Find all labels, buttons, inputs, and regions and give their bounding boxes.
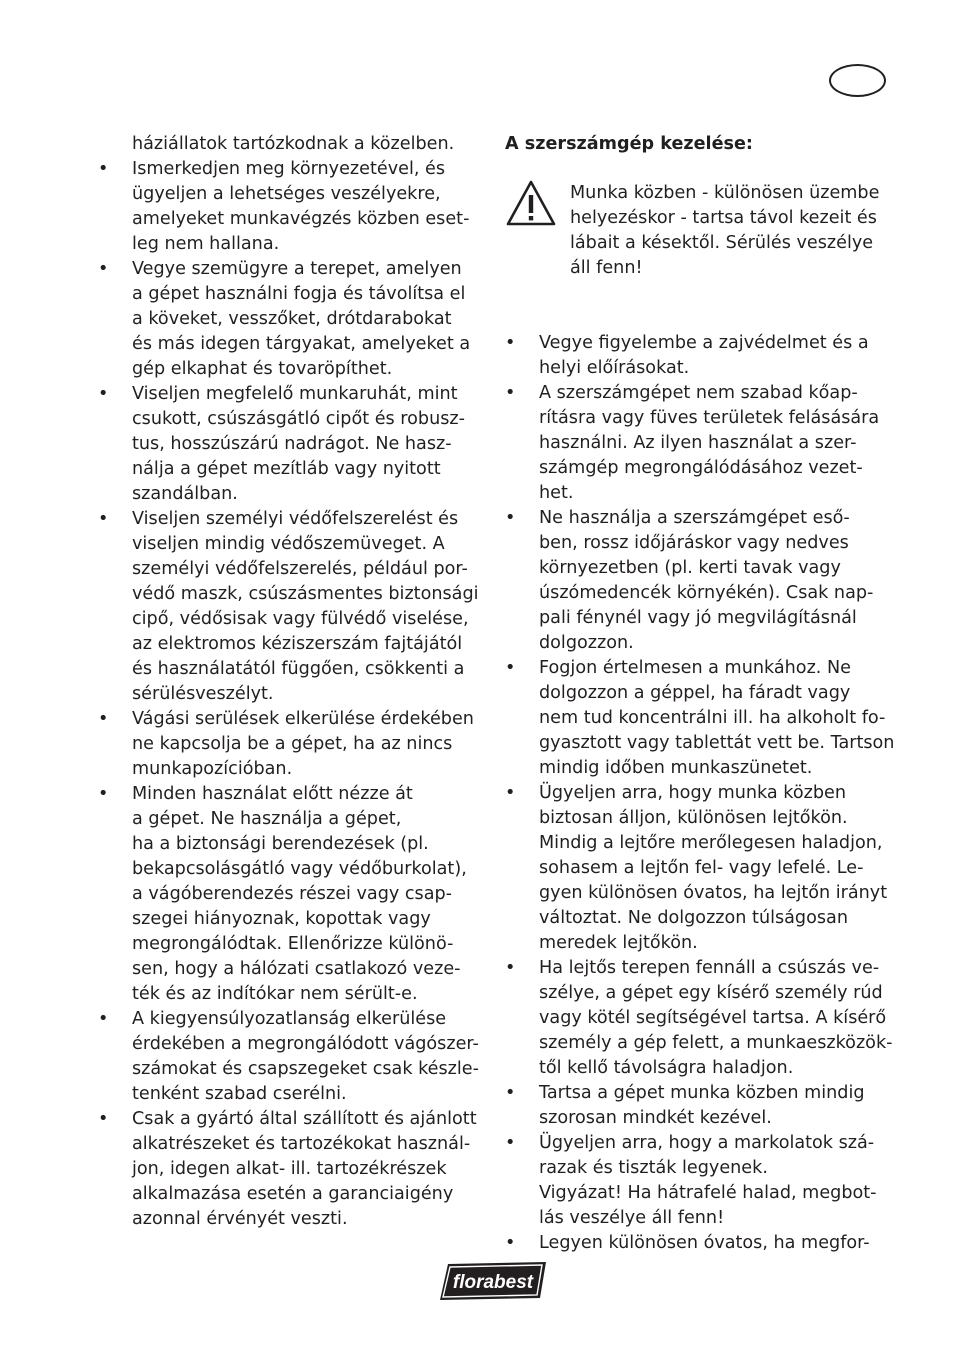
item-text: leg nem hallana. [132,234,280,254]
logo-text: florabest [452,1272,534,1293]
list-item [98,507,478,532]
list-item-line [505,1031,895,1056]
list-item-line [98,132,478,157]
item-text: a gépet használni fogja és távolítsa el [132,284,466,304]
item-text: mindig időben munkaszünetet. [539,758,813,778]
item-text: az elektromos kéziszerszám fajtájától [132,634,463,654]
warning-box [505,181,895,331]
item-text: től kellő távolságra haladjon. [539,1058,794,1078]
item-text: lás veszélye áll fenn! [539,1208,725,1228]
item-text: Viseljen megfelelő munkaruhát, mint [132,384,458,404]
item-text: pali fénynél vagy jó megvilágításnál [539,608,857,628]
list-item [98,707,478,732]
item-text: het. [539,483,574,503]
bullet-icon: • [505,658,516,678]
list-item-line [98,957,478,982]
item-text: dolgozzon. [539,633,634,653]
list-item-line [505,556,895,581]
item-text: gyen különösen óvatos, ha lejtőn irányt [539,883,888,903]
bullet-icon: • [505,508,516,528]
item-text: használni. Az ilyen használat a szer- [539,433,857,453]
list-item-line [505,931,895,956]
item-text: Vegye szemügyre a terepet, amelyen [132,259,462,279]
list-item-line [98,482,478,507]
item-text: meredek lejtőkön. [539,933,698,953]
bullet-icon: • [505,958,516,978]
list-item-line [98,1082,478,1107]
list-item [505,956,895,981]
list-item-line [98,1182,478,1207]
item-text: számokat és csapszegeket csak készle- [132,1059,479,1079]
item-text: ha a biztonsági berendezések (pl. [132,834,429,854]
list-item [505,506,895,531]
bullet-icon: • [98,709,109,729]
item-text: személy a gép felett, a munkaeszközök- [539,1033,893,1053]
item-text: megrongálódtak. Ellenőrizze különö- [132,934,454,954]
item-text: tus, hosszúszárú nadrágot. Ne hasz- [132,434,452,454]
list-item-line [505,406,895,431]
list-item-line [98,207,478,232]
list-item-line [98,432,478,457]
list-item-line [505,1181,895,1206]
list-item-line [98,282,478,307]
item-text: A szerszámgépet nem szabad kőap- [539,383,858,403]
item-text: szorosan mindkét kezével. [539,1108,772,1128]
item-text: vagy kötél segítségével tartsa. A kísérő [539,1008,887,1028]
list-item-line [98,357,478,382]
item-text: háziállatok tartózkodnak a közelben. [132,134,455,154]
item-text: dolgozzon a géppel, ha fáradt vagy [539,683,851,703]
list-item [98,157,478,182]
item-text: és más idegen tárgyakat, amelyeket a [132,334,471,354]
right-column [505,132,895,1256]
list-item-line [505,681,895,706]
bullet-icon: • [505,1233,516,1253]
item-text: alkalmazása esetén a garanciaigény [132,1184,454,1204]
item-text: a gépet. Ne használja a gépet, [132,809,402,829]
item-text: Vigyázat! Ha hátrafelé halad, megbot- [539,1183,877,1203]
item-text: Ügyeljen arra, hogy munka közben [539,783,847,803]
florabest-logo [438,1260,549,1302]
list-item-line [505,756,895,781]
section-heading: A szerszámgép kezelése: [505,134,753,154]
list-item-line [98,632,478,657]
item-text: szélye, a gépet egy kísérő személy rúd [539,983,883,1003]
bullet-icon: • [98,784,109,804]
item-text: érdekében a megrongálódott vágószer- [132,1034,479,1054]
list-item-line [505,1156,895,1181]
list-item-line [98,757,478,782]
list-item-line [505,731,895,756]
list-item-line [98,1132,478,1157]
list-item [505,1081,895,1106]
item-text: Minden használat előtt nézze át [132,784,413,804]
list-item-line [98,582,478,607]
list-item-line [505,356,895,381]
item-text: sohasem a lejtőn fel- vagy lefelé. Le- [539,858,864,878]
list-item-line [98,532,478,557]
list-item-line [505,706,895,731]
list-item-line [505,456,895,481]
bullet-icon: • [505,383,516,403]
item-text: Ha lejtős terepen fennáll a csúszás ve- [539,958,880,978]
list-item-line [98,732,478,757]
warning-text [570,181,879,281]
list-item [505,1131,895,1156]
left-column [98,132,478,1232]
item-text: a köveket, vesszőket, drótdarabokat [132,309,452,329]
warning-line: Munka közben - különösen üzembe [570,183,880,203]
list-item-line [505,1206,895,1231]
list-item [98,257,478,282]
item-text: cipő, védősisak vagy fülvédő viselése, [132,609,469,629]
item-text: és használatától függően, csökkenti a [132,659,465,679]
warning-triangle-icon [505,179,557,227]
item-text: változtat. Ne dolgozzon túlságosan [539,908,848,928]
item-text: biztosan álljon, különösen lejtőkön. [539,808,848,828]
list-item-line [98,1032,478,1057]
list-item [98,1107,478,1132]
item-text: rításra vagy füves területek felásására [539,408,880,428]
list-item-line [505,806,895,831]
list-item-line [505,881,895,906]
item-text: gép elkaphat és tovaröpíthet. [132,359,393,379]
list-item-line [98,657,478,682]
warning-line: helyezéskor - tartsa távol kezeit és [570,208,877,228]
warning-line: lábait a késektől. Sérülés veszélye [570,233,874,253]
list-item-line [505,1056,895,1081]
list-item-line [505,481,895,506]
list-item [505,331,895,356]
bullet-icon: • [98,1109,109,1129]
list-item-line [98,907,478,932]
item-text: sen, hogy a hálózati csatlakozó veze- [132,959,461,979]
bullet-icon: • [505,333,516,353]
item-text: Mindig a lejtőre merőlegesen haladjon, [539,833,883,853]
list-item-line [98,232,478,257]
list-item-line [505,906,895,931]
right-list [505,331,895,1256]
list-item-line [98,807,478,832]
list-item [505,381,895,406]
list-item-line [505,431,895,456]
list-item-line [98,857,478,882]
list-item [505,656,895,681]
list-item-line [98,607,478,632]
item-text: a vágóberendezés részei vagy csap- [132,884,453,904]
item-text: azonnal érvényét veszti. [132,1209,348,1229]
item-text: számgép megrongálódásához vezet- [539,458,863,478]
list-item-line [98,682,478,707]
item-text: sérülésveszélyt. [132,684,274,704]
item-text: jon, idegen alkat- ill. tartozékrészek [132,1159,447,1179]
item-text: helyi előírásokat. [539,358,690,378]
list-item-line [98,882,478,907]
bullet-icon: • [98,1009,109,1029]
item-text: A kiegyensúlyozatlanság elkerülése [132,1009,447,1029]
bullet-icon: • [98,509,109,529]
item-text: úszómedencék környékén). Csak nap- [539,583,874,603]
item-text: Vegye figyelembe a zajvédelmet és a [539,333,869,353]
item-text: szandálban. [132,484,238,504]
item-text: szegei hiányoznak, kopottak vagy [132,909,431,929]
list-item-line [505,856,895,881]
list-item [98,1007,478,1032]
item-text: Csak a gyártó által szállított és ajánlott [132,1109,477,1129]
list-item [505,1231,895,1256]
bullet-icon: • [505,1083,516,1103]
item-text: viseljen mindig védőszemüveget. A [132,534,445,554]
item-text: ték és az indítókar nem sérült-e. [132,984,418,1004]
item-text: tenként szabad cserélni. [132,1084,347,1104]
list-item-line [98,932,478,957]
list-item-line [98,1057,478,1082]
item-text: Viseljen személyi védőfelszerelést és [132,509,459,529]
list-item-line [98,1207,478,1232]
item-text: környezetben (pl. kerti tavak vagy [539,558,841,578]
item-text: Tartsa a gépet munka közben mindig [539,1083,865,1103]
list-item-line [98,332,478,357]
item-text: Fogjon értelmesen a munkához. Ne [539,658,851,678]
list-item-line [98,982,478,1007]
item-text: gyasztott vagy tablettát vett be. Tartson [539,733,895,753]
list-item-line [98,407,478,432]
item-text: nálja a gépet mezítláb vagy nyitott [132,459,441,479]
list-item [505,781,895,806]
list-item-line [98,1157,478,1182]
item-text: razak és tiszták legyenek. [539,1158,768,1178]
list-item-line [98,557,478,582]
list-item-line [505,981,895,1006]
item-text: Ügyeljen arra, hogy a markolatok szá- [539,1133,875,1153]
item-text: Legyen különösen óvatos, ha megfor- [539,1233,870,1253]
bullet-icon: • [98,384,109,404]
item-text: alkatrészeket és tartozékokat használ- [132,1134,471,1154]
item-text: amelyeket munkavégzés közben eset- [132,209,470,229]
list-item-line [505,1106,895,1131]
bullet-icon: • [98,159,109,179]
item-text: személyi védőfelszerelés, például por- [132,559,468,579]
list-item-line [505,1006,895,1031]
item-text: Ismerkedjen meg környezetével, és [132,159,446,179]
list-item-line [98,307,478,332]
list-item-line [505,606,895,631]
bullet-icon: • [505,783,516,803]
item-text: védő maszk, csúszásmentes biztonsági [132,584,479,604]
item-text: nem tud koncentrálni ill. ha alkoholt fo- [539,708,886,728]
language-indicator [829,64,886,97]
bullet-icon: • [505,1133,516,1153]
list-item-line [98,182,478,207]
item-text: ne kapcsolja be a gépet, ha az nincs [132,734,453,754]
list-item-line [505,531,895,556]
list-item-line [505,831,895,856]
item-text: Ne használja a szerszámgépet eső- [539,508,850,528]
list-item-line [505,581,895,606]
item-text: munkapozícióban. [132,759,293,779]
item-text: ügyeljen a lehetséges veszélyekre, [132,184,441,204]
item-text: Vágási serülések elkerülése érdekében [132,709,474,729]
list-item-line [98,832,478,857]
item-text: csukott, csúszásgátló cipőt és robusz- [132,409,465,429]
list-item-line [98,457,478,482]
bullet-icon: • [98,259,109,279]
list-item [98,782,478,807]
warning-line: áll fenn! [570,258,643,278]
list-item [98,382,478,407]
item-text: ben, rossz időjáráskor vagy nedves [539,533,849,553]
item-text: bekapcsolásgátló vagy védőburkolat), [132,859,467,879]
list-item-line [505,631,895,656]
